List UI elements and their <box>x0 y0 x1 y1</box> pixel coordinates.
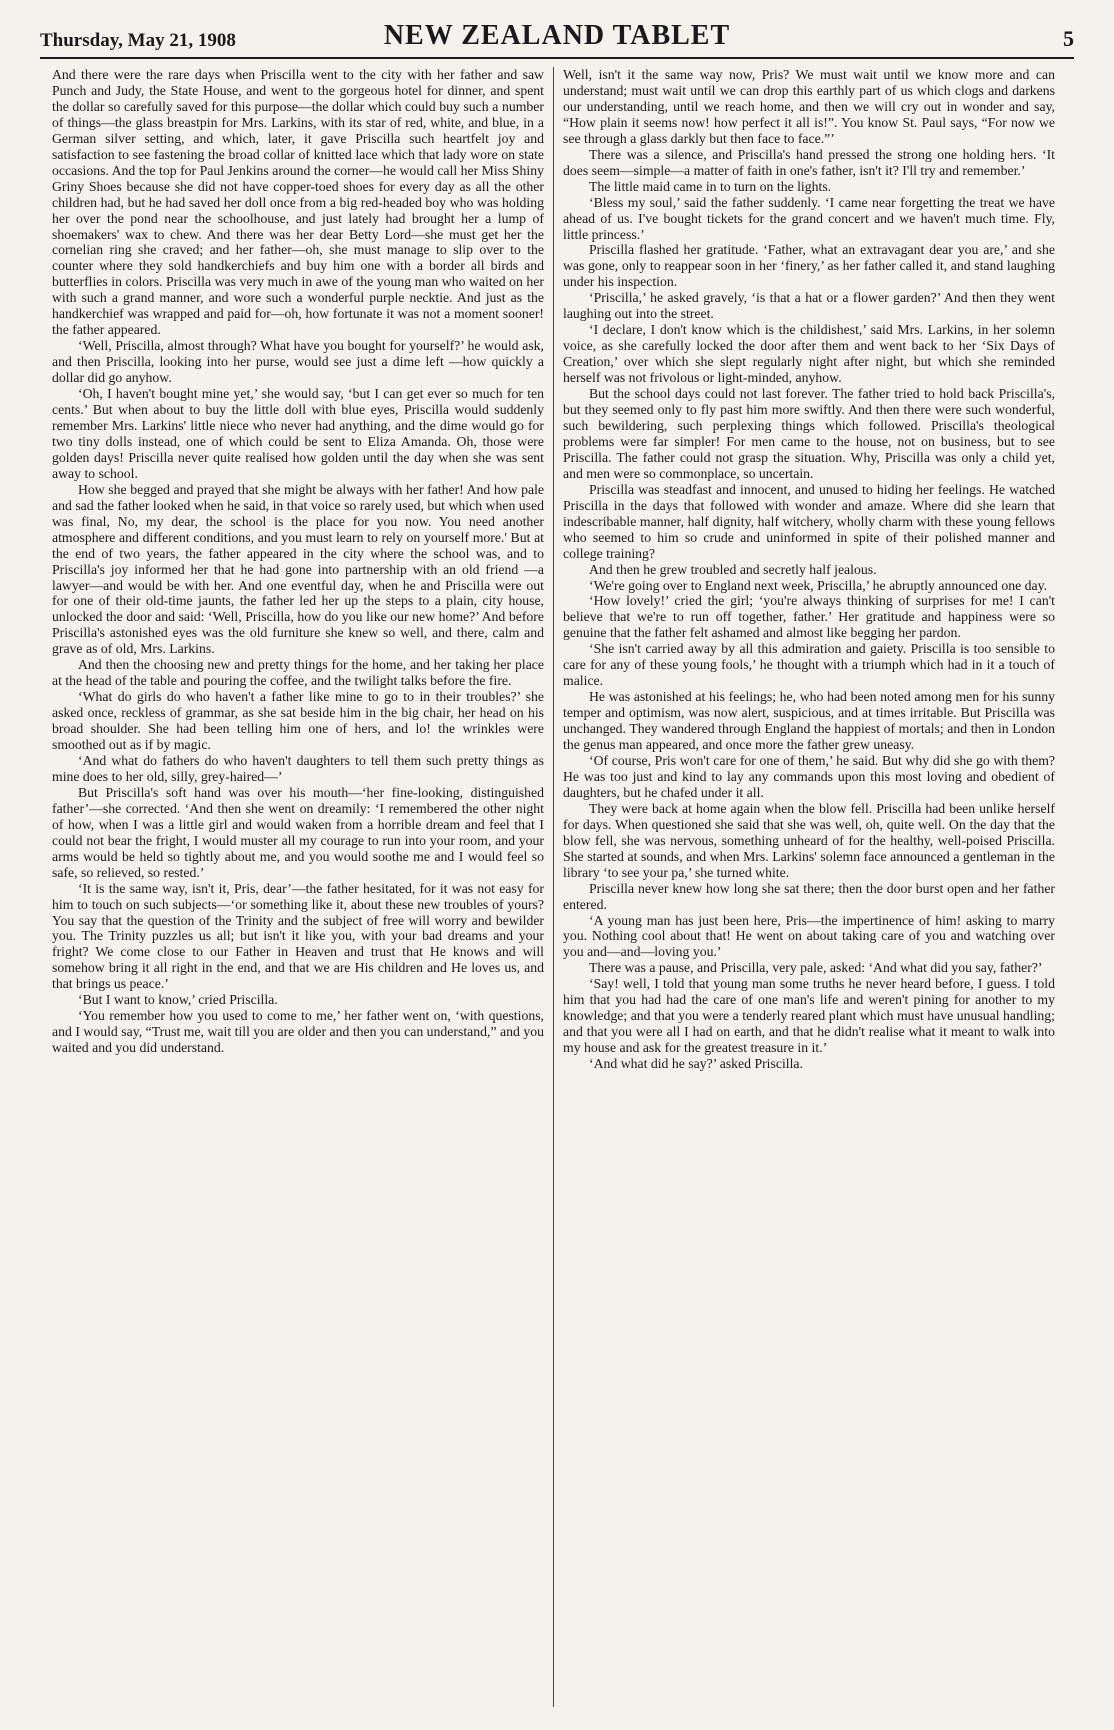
page-header <box>40 22 1074 52</box>
paragraph: But the school days could not last forever. The father tried to hold back Priscilla's, but they seemed only to fly past him more swiftly. And then there were such wonderful, such bewildering, such perplexing things which followed. Priscilla's theological problems were far simpler! For men came to the house, not on business, but to see Priscilla. The father could not grasp the situation. Why, Priscilla was only a child yet, and men were so commonplace, so uncertain. <box>563 386 1055 481</box>
column-divider <box>553 67 554 1707</box>
paragraph: Priscilla was steadfast and innocent, and unused to hiding her feelings. He watched Priscilla in the days that followed with wonder and amaze. Where did she learn that indescribable manner, half dignity, half witchery, wholly charm with these young fellows who seemed to him so crude and uninformed in spite of their polished manner and college training? <box>563 481 1055 561</box>
paragraph: ‘But I want to know,’ cried Priscilla. <box>78 992 278 1008</box>
paragraph: He was astonished at his feelings; he, who had been noted among men for his sunny temper and optimism, was now alert, suspicious, and at times irritable. But Priscilla was unchanged. They wandered through England the happiest of mortals; and then in London the genus man appeared, and once more the father grew uneasy. <box>563 689 1055 753</box>
header-rule <box>40 57 1074 59</box>
paragraph: Well, isn't it the same way now, Pris? We must wait until we know more and can understand; must wait until we can drop this earthly part of us which clogs and darkens our understanding, until we reach home, and then we will cry out in wonder and say, “How plain it seems now! how perfect it all is!”. You know St. Paul says, “For now we see through a glass darkly but then face to face.”’ <box>563 67 1055 146</box>
paragraph: ‘I declare, I don't know which is the childishest,’ said Mrs. Larkins, in her solemn voice, as she carefully locked the door after them and went back to her ‘Six Days of Creation,’ over which she slept regularly night after night, but which she reminded herself was not frivolous or light-minded, anyhow. <box>563 322 1055 386</box>
paragraph: ‘Say! well, I told that young man some truths he never heard before, I guess. I told him that you had had the care of one man's life and weren't pining for another to my knowledge; and that you were a tenderly reared plant which must have unusual handling; and that you were all I had on earth, and that he didn't realise what it meant to walk into my house and ask for the greatest treasure in it.’ <box>563 976 1055 1056</box>
paragraph: Priscilla flashed her gratitude. ‘Father, what an extravagant dear you are,’ and she was gone, only to reappear soon in her ‘finery,’ as her father called it, and stand laughing under his inspection. <box>563 242 1055 290</box>
paragraph: And then the choosing new and pretty things for the home, and her taking her place at the head of the table and pouring the coffee, and the twilight talks before the fire. <box>52 657 544 689</box>
paragraph: How she begged and prayed that she might be always with her father! And how pale and sad the father looked when he said, in that voice so rarely used, but which when used was final, No, my dear, the school is the place for you now. You need another atmosphere and different conditions, and you must learn to rely on yourself more.' But at the end of two years, the father appeared in the city where the school was, and to Priscilla's joy informed her that he had gone into partnership with an old friend —a lawyer—and would be with her. And one eventful day, when he and Priscilla were out for one of their old-time jaunts, the father led her up the steps to a plain, city house, unlocked the door and said: ‘Well, Priscilla, how do you like our new home?’ And before Priscilla's astonished eyes was the old furniture she knew so well, and there, calm and grave as of old, Mrs. Larkins. <box>52 481 544 657</box>
paragraph: The little maid came in to turn on the lights. <box>589 178 832 194</box>
left-column <box>52 67 544 1707</box>
paragraph: ‘Priscilla,’ he asked gravely, ‘is that a hat or a flower garden?’ And then they went laughing out into the street. <box>563 290 1055 322</box>
paragraph: ‘You remember how you used to come to me,’ her father went on, ‘with questions, and I would say, “Trust me, wait till you are older and then you can understand,” and you waited and you did understand. <box>52 1008 544 1056</box>
paragraph: ‘We're going over to England next week, Priscilla,’ he abruptly announced one day. <box>589 577 1048 593</box>
right-column <box>563 67 1055 1707</box>
issue-date: Thursday, May 21, 1908 <box>40 30 236 51</box>
paragraph: ‘It is the same way, isn't it, Pris, dear’—the father hesitated, for it was not easy for him to touch on such subjects—‘or something like it, about these new troubles of yours? You say that the question of the Trinity and the subject of free will worry and bewilder you. The Trinity puzzles us all; but isn't it like you, with your bad dreams and your fright? We come close to our Father in Heaven and trust that He knows and will somehow bring it all right in the end, and that we are His children and He loves us, and that brings us peace.’ <box>52 880 544 992</box>
paragraph: ‘Oh, I haven't bought mine yet,’ she would say, ‘but I can get ever so much for ten cents.’ But when about to buy the little doll with blue eyes, Priscilla would suddenly remember Mrs. Larkins' little niece who never had anything, and the dime would go for two tiny dolls instead, one of which could be sent to Eliza Amanda. Oh, those were golden days! Priscilla never quite realised how golden until the day when she was sent away to school. <box>52 386 544 481</box>
article-columns <box>40 67 1074 1707</box>
masthead-title: NEW ZEALAND TABLET <box>383 20 731 51</box>
paragraph: ‘She isn't carried away by all this admiration and gaiety. Priscilla is too sensible to care for any of these young fools,’ he thought with a triumph which had in it a touch of malice. <box>563 641 1055 689</box>
paragraph: But Priscilla's soft hand was over his mouth—‘her fine-looking, distinguished father’—she corrected. ‘And then she went on dreamily: ‘I remembered the other night of how, when I was a little girl and would waken from a horrible dream and feel that I could not bear the fright, I would muster all my courage to run into your room, and your arms would be held so tightly about me, and you would soothe me and I would feel so safe, so relieved, so rested.’ <box>52 784 544 880</box>
paragraph: And there were the rare days when Priscilla went to the city with her father and saw Punch and Judy, the State House, and went to the gorgeous hotel for dinner, and spent the dollar so carefully saved for this purpose—the dollar which could buy such a number of things—the glass breastpin for Mrs. Larkins, with its star of red, white, and blue, in a German silver setting, and which, later, it gave Priscilla such heartfelt joy and satisfaction to see fastening the broad collar of knitted lace which that lady wore on state occasions. And the top for Paul Jenkins around the corner—he would call her Miss Shiny Griny Shoes because she did not have copper-toed shoes for every day as all the other children had, but he had saved her doll once from a big red-headed boy who was holding her over the pond near the schoolhouse, and just lately had brought her a lump of shoemakers' wax to chew. And there was her dear Betty Lord—she must get her the cornelian ring she craved; and her father—oh, she must manage to slip over to the counter where they sold handkerchiefs and buy him one with a border all birds and butterflies in colors. Priscilla was very much in awe of the young man who waited on her with such a grand manner, and wore such a wonderful purple necktie. And just as the handkerchief was wrapped and paid for—oh, how fortunate it was not a moment sooner! the father appeared. <box>52 67 544 338</box>
page-number: 5 <box>1062 26 1074 51</box>
paragraph: Priscilla never knew how long she sat there; then the door burst open and her father entered. <box>563 880 1055 912</box>
paragraph: ‘And what do fathers do who haven't daughters to tell them such pretty things as mine does to her old, silly, grey-haired—’ <box>52 752 544 784</box>
paragraph: ‘And what did he say?’ asked Priscilla. <box>589 1056 803 1072</box>
paragraph: ‘Bless my soul,’ said the father suddenly. ‘I came near forgetting the treat we have ahead of us. I've bought tickets for the grand concert and we haven't much time. Fly, little princess.’ <box>563 194 1055 242</box>
paragraph: ‘Of course, Pris won't care for one of them,’ he said. But why did she go with them? He was too just and kind to lay any commands upon this most loving and obedient of daughters, but he chafed under it all. <box>563 752 1055 800</box>
paragraph: ‘What do girls do who haven't a father like mine to go to in their troubles?’ she asked once, reckless of grammar, as she sat beside him in the big chair, her head on his broad shoulder. She had been telling him one of hers, and lo! the wrinkles were smoothed out as if by magic. <box>52 689 544 753</box>
paragraph: ‘A young man has just been here, Pris—the impertinence of him! asking to marry you. Nothing cool about that! He went on about taking care of you and watching over you and—and—loving you.’ <box>563 912 1055 960</box>
paragraph: ‘How lovely!’ cried the girl; ‘you're always thinking of surprises for me! I can't believe that we're to run off together, father.’ Her gratitude and happiness were so genuine that the father felt ashamed and almost like begging her pardon. <box>563 593 1055 641</box>
paragraph: There was a pause, and Priscilla, very pale, asked: ‘And what did you say, father?’ <box>589 960 1043 976</box>
paragraph: ‘Well, Priscilla, almost through? What have you bought for yourself?’ he would ask, and then Priscilla, looking into her purse, would see just a dime left —how quickly a dollar did go anyhow. <box>52 338 544 386</box>
paragraph: They were back at home again when the blow fell. Priscilla had been unlike herself for days. When questioned she said that she was well, oh, quite well. On the day that the blow fell, she was nervous, something unheard of for the healthy, well-poised Priscilla. She started at sounds, and when Mrs. Larkins' solemn face announced a gentleman in the library ‘to see your pa,’ she turned white. <box>563 800 1055 880</box>
paragraph: There was a silence, and Priscilla's hand pressed the strong one holding hers. ‘It does seem—simple—a matter of faith in one's father, isn't it? I'll try and remember.’ <box>563 146 1055 178</box>
paragraph: And then he grew troubled and secretly half jealous. <box>589 561 877 577</box>
